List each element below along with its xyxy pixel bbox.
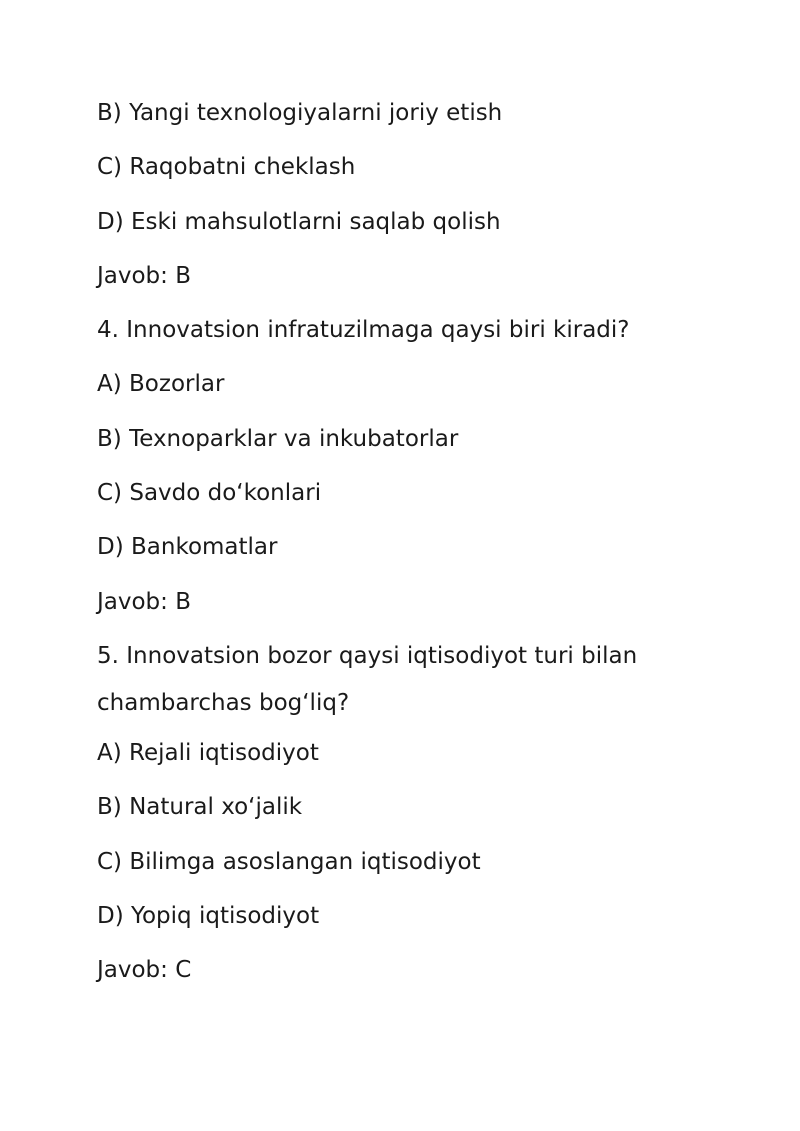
answer-option-c: C) Bilimga asoslangan iqtisodiyot bbox=[97, 848, 481, 875]
quiz-content bbox=[97, 95, 717, 1006]
answer-option-b: B) Natural xo‘jalik bbox=[97, 794, 303, 821]
answer-option-c: C) Savdo do‘konlari bbox=[97, 480, 322, 507]
answer-key: Javob: B bbox=[97, 262, 191, 289]
answer-option-d: D) Eski mahsulotlarni saqlab qolish bbox=[97, 208, 501, 235]
answer-option-b: B) Texnoparklar va inkubatorlar bbox=[97, 425, 459, 452]
answer-option-a: A) Rejali iqtisodiyot bbox=[97, 739, 319, 766]
answer-option-d: D) Yopiq iqtisodiyot bbox=[97, 902, 320, 929]
question-5: 5. Innovatsion bozor qaysi iqtisodiyot turi bilan chambarchas bog‘liq? bbox=[97, 642, 638, 716]
question-4: 4. Innovatsion infratuzilmaga qaysi biri kiradi? bbox=[97, 317, 630, 344]
answer-option-b: B) Yangi texnologiyalarni joriy etish bbox=[97, 100, 503, 126]
answer-key: Javob: B bbox=[97, 588, 191, 615]
answer-key: Javob: C bbox=[97, 957, 192, 984]
answer-option-d: D) Bankomatlar bbox=[97, 534, 278, 561]
answer-option-a: A) Bozorlar bbox=[97, 371, 225, 398]
answer-option-c: C) Raqobatni cheklash bbox=[97, 154, 356, 181]
